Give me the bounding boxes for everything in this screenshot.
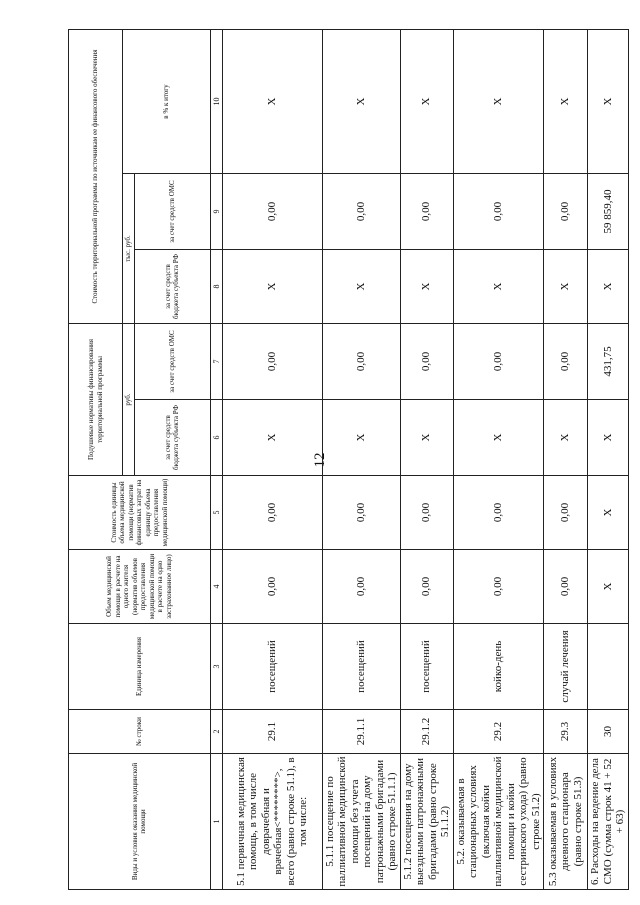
col-number: 1 [210,754,222,890]
header-unit-cost: Стоимость единицы объема медицинской помощи (норматив финансовых затрат на единицу объема предоставления медицинской помощи) [69,476,211,550]
page-number: 12 [312,452,328,468]
row-unit-cost: 0,00 [222,476,322,550]
row-cost-oms: 0,00 [453,174,544,250]
row-volume: X [588,550,629,624]
row-cost-oms: 0,00 [400,174,453,250]
row-number: 29.3 [544,710,588,754]
row-kind: 5.1.1 посещение по паллиативной медицинской помощи без учета посещений на дому патронажными бригадами (равно строке 51.1.1) [322,754,400,890]
row-unit: посещений [222,624,322,710]
table-row [544,30,588,890]
row-unit: случай лечения [544,624,588,710]
header-norm-budget: за счет средств бюджета субъекта РФ [134,400,210,476]
col-number: 9 [210,174,222,250]
row-norm-budget: X [322,400,400,476]
row-norm-oms: 431,75 [588,324,629,400]
header-unit: Единица измерения [69,624,211,710]
row-percent: X [588,30,629,174]
row-number: 29.1.2 [400,710,453,754]
row-norm-oms: 0,00 [453,324,544,400]
col-number: 2 [210,710,222,754]
row-kind: 5.2. оказываемая в стационарных условиях (включая койки паллиативной медицинской помощи и койки сестринского ухода) (равно строке 51.2) [453,754,544,890]
row-percent: X [400,30,453,174]
row-unit-cost: 0,00 [544,476,588,550]
header-per-capita-group: Подушевые нормативы финансирования территориальной программы [69,324,123,476]
row-kind: 5.3 оказываемая в условиях дневного стационара (равно строке 51.3) [544,754,588,890]
header-volume: Объем медицинской помощи в расчете на одного жителя (норматив объемов предоставления медицинской помощи в расчете на одно застрахованное лицо) [69,550,211,624]
table-row [453,30,544,890]
header-cost-group: Стоимость территориальной программы по источникам ее финансового обеспечения [69,30,123,324]
row-percent: X [222,30,322,174]
row-number: 29.1 [222,710,322,754]
header-percent: в % к итогу [123,30,211,174]
row-cost-budget: X [588,250,629,324]
header-kind: Виды и условия оказания медицинской помощи [69,754,211,890]
row-kind: 5.1 первичная медицинская помощь, в том числе доврачебная и врачебная<********>, всего (равно строке 51.1), в том числе: [222,754,322,890]
row-unit-cost: 0,00 [322,476,400,550]
row-percent: X [322,30,400,174]
table-row [588,30,629,890]
row-volume: 0,00 [400,550,453,624]
row-unit: посещений [400,624,453,710]
row-cost-oms: 0,00 [544,174,588,250]
header-unit-rub: руб. [123,324,135,476]
col-number: 3 [210,624,222,710]
row-cost-oms: 59 859,40 [588,174,629,250]
row-number: 29.1.1 [322,710,400,754]
row-number: 29.2 [453,710,544,754]
row-unit: посещений [322,624,400,710]
row-unit-cost: X [588,476,629,550]
header-cost-oms: за счет средств ОМС [134,174,210,250]
row-unit-cost: 0,00 [453,476,544,550]
row-number: 30 [588,710,629,754]
row-norm-budget: X [588,400,629,476]
table-row [400,30,453,890]
row-unit-cost: 0,00 [400,476,453,550]
row-norm-budget: X [222,400,322,476]
row-kind: 5.1.2 посещения на дому выездными патронажными бригадами (равно строке 51.1.2) [400,754,453,890]
header-row-number: № строки [69,710,211,754]
row-norm-budget: X [544,400,588,476]
row-norm-oms: 0,00 [400,324,453,400]
column-number-row [210,30,222,890]
row-cost-oms: 0,00 [222,174,322,250]
row-volume: 0,00 [544,550,588,624]
col-number: 8 [210,250,222,324]
row-cost-budget: X [453,250,544,324]
row-unit: койко-день [453,624,544,710]
row-cost-budget: X [400,250,453,324]
col-number: 7 [210,324,222,400]
header-unit-trub: тыс. руб. [123,174,135,324]
row-volume: 0,00 [453,550,544,624]
row-norm-oms: 0,00 [322,324,400,400]
row-norm-oms: 0,00 [222,324,322,400]
row-volume: 0,00 [222,550,322,624]
row-norm-budget: X [453,400,544,476]
col-number: 10 [210,30,222,174]
row-cost-budget: X [322,250,400,324]
table-row [222,30,322,890]
col-number: 6 [210,400,222,476]
financing-table [68,29,629,890]
table-row [322,30,400,890]
row-volume: 0,00 [322,550,400,624]
row-norm-budget: X [400,400,453,476]
row-cost-budget: X [544,250,588,324]
row-cost-budget: X [222,250,322,324]
col-number: 4 [210,550,222,624]
row-norm-oms: 0,00 [544,324,588,400]
row-unit [588,624,629,710]
row-percent: X [453,30,544,174]
row-percent: X [544,30,588,174]
header-norm-oms: за счет средств ОМС [134,324,210,400]
row-cost-oms: 0,00 [322,174,400,250]
col-number: 5 [210,476,222,550]
header-cost-budget: за счет средств бюджета субъекта РФ [134,250,210,324]
row-kind: 6. Расходы на ведение дела СМО (сумма строк 41 + 52 + 63) [588,754,629,890]
rotated-table-container [68,30,626,890]
